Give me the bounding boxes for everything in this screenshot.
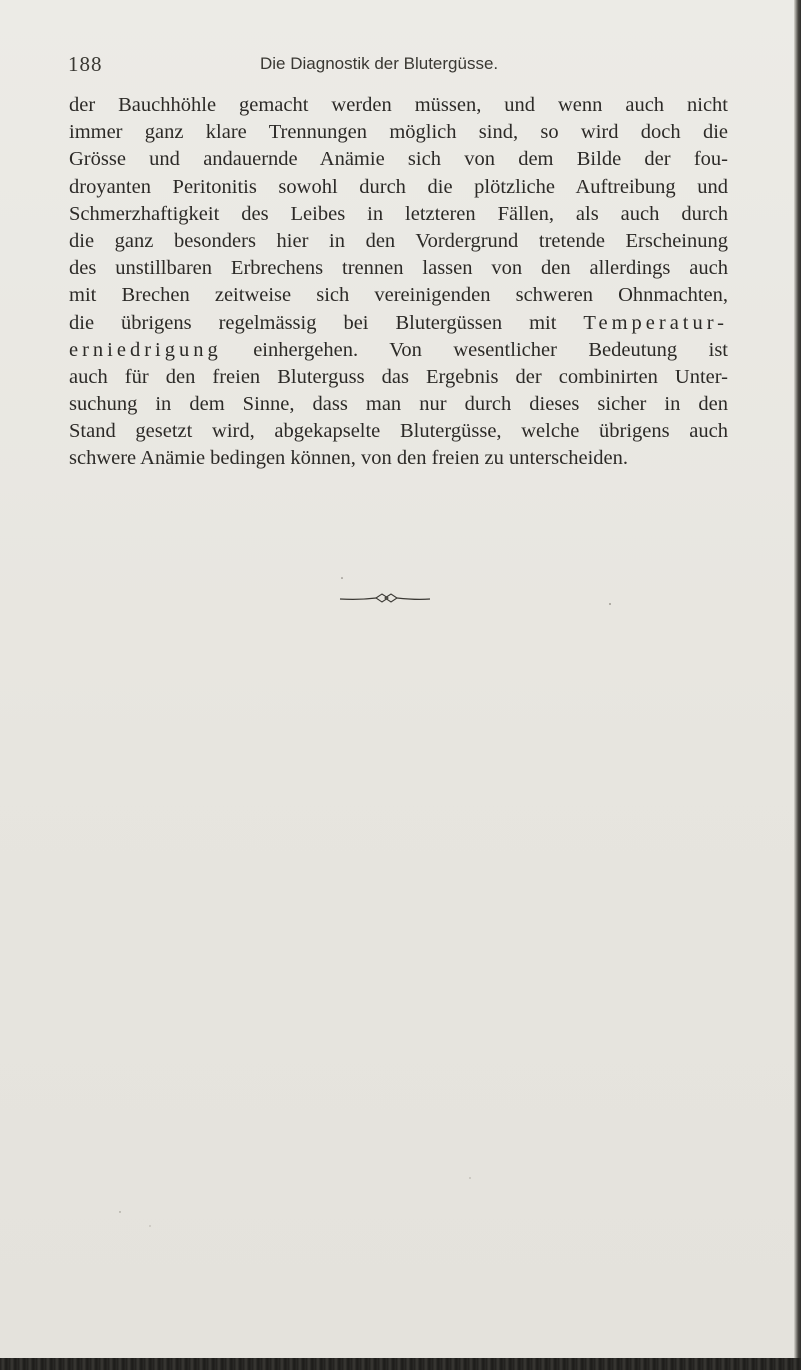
text-line xyxy=(69,337,728,364)
text-line: auch für den freien Bluterguss das Ergebnis der combinirten Unter- xyxy=(69,365,728,388)
text-line: Grösse und andauernde Anämie sich von dem Bilde der fou- xyxy=(69,148,728,171)
page-number: 188 xyxy=(68,52,103,76)
spaced-emphasis: Temperatur- xyxy=(583,311,728,334)
running-head: Die Diagnostik der Blutergüsse. xyxy=(260,54,499,73)
body-paragraph xyxy=(69,92,728,473)
page-header xyxy=(68,52,728,82)
text-line: Schmerzhaftigkeit des Leibes in letzteren Fällen, als auch durch xyxy=(69,202,728,225)
text-line: suchung in dem Sinne, dass man nur durch dieses sicher in den xyxy=(69,393,728,416)
text-line: immer ganz klare Trennungen möglich sind, so wird doch die xyxy=(69,121,728,144)
text-line xyxy=(69,310,728,337)
page-edge-shadow xyxy=(794,0,801,1370)
text-line: schwere Anämie bedingen können, von den freien zu unterscheiden. xyxy=(69,447,628,470)
text-line: Stand gesetzt wird, abgekapselte Blutergüsse, welche übrigens auch xyxy=(69,420,728,443)
text-segment: die übrigens regelmässig bei Blutergüssen mit xyxy=(69,311,557,334)
text-segment: einhergehen. Von wesentlicher Bedeutung ist xyxy=(253,338,728,361)
section-end-ornament-icon xyxy=(338,592,432,604)
text-line: der Bauchhöhle gemacht werden müssen, und wenn auch nicht xyxy=(69,94,728,116)
text-line: droyanten Peritonitis sowohl durch die plötzliche Auftreibung und xyxy=(69,175,728,198)
text-line: des unstillbaren Erbrechens trennen lassen von den allerdings auch xyxy=(69,257,728,280)
page-bottom-edge xyxy=(0,1358,801,1370)
text-line: mit Brechen zeitweise sich vereinigenden schweren Ohnmachten, xyxy=(69,284,728,307)
text-line: die ganz besonders hier in den Vordergrund tretende Erscheinung xyxy=(69,229,728,252)
spaced-emphasis: erniedrigung xyxy=(69,338,222,361)
